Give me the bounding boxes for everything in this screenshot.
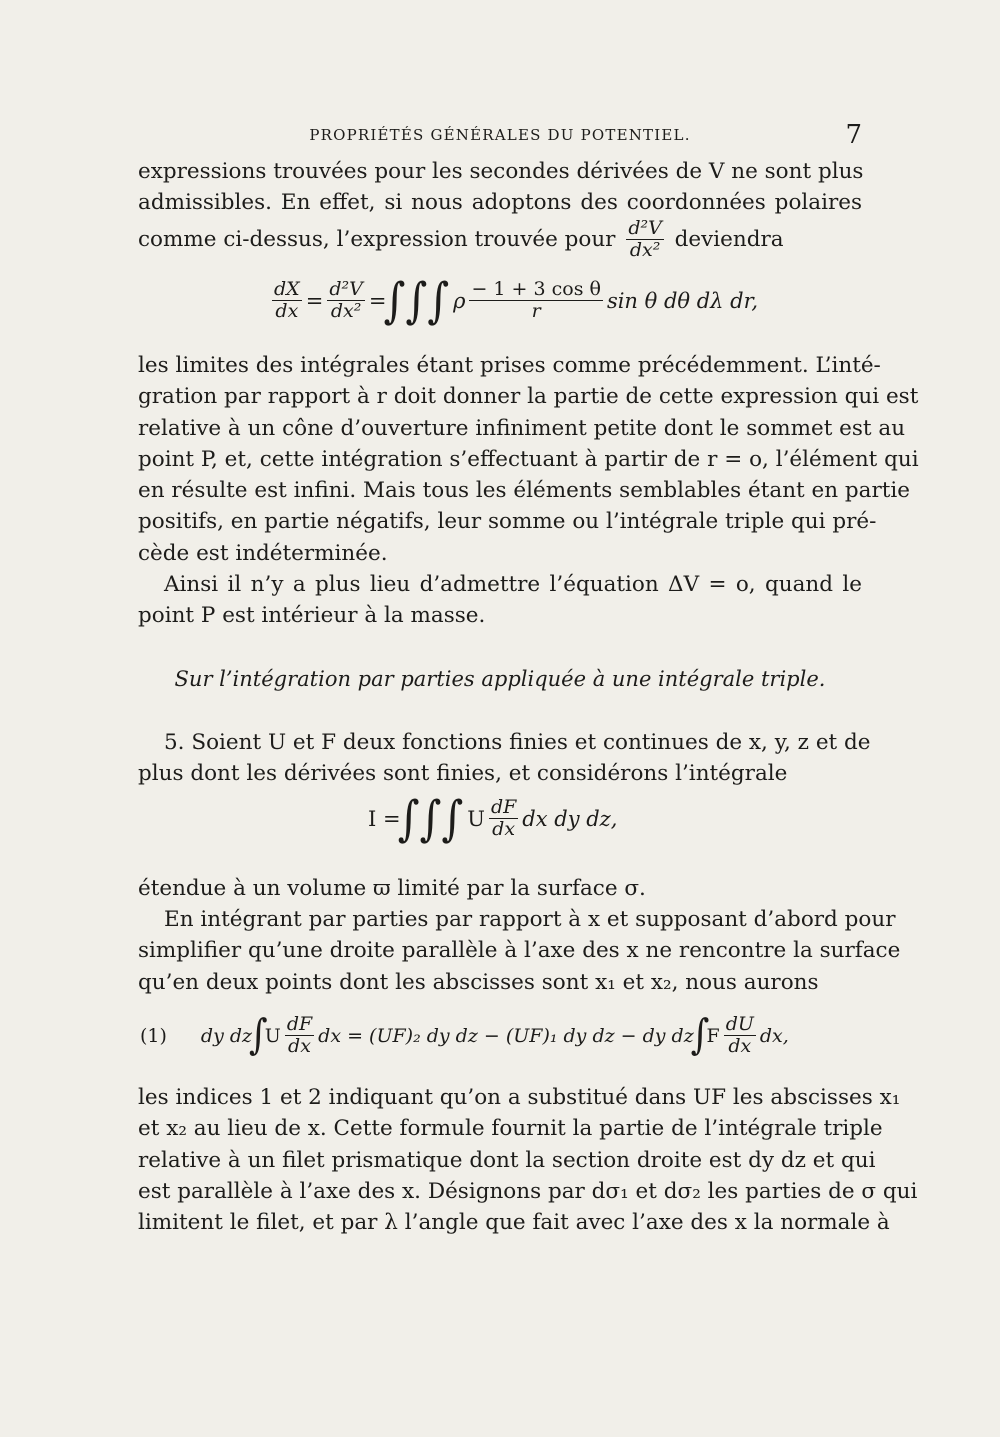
fraction-denominator: dx xyxy=(288,1034,311,1057)
fraction-denominator: dx xyxy=(492,818,516,841)
triple-integral-sign: ∫∫∫ xyxy=(383,272,450,329)
page-number: 7 xyxy=(845,120,862,150)
equation-tail: dx, xyxy=(759,1024,789,1047)
text-line: En intégrant par parties par rapport à x et supposant d’abord pour xyxy=(164,907,896,932)
equation-part: dx = (UF)₂ dy dz − (UF)₁ dy dz − dy dz xyxy=(318,1024,694,1047)
fraction-denominator: dx xyxy=(275,300,299,323)
paragraph-1 xyxy=(138,156,862,260)
triple-integral-sign: ∫∫∫ xyxy=(397,790,464,847)
page-header xyxy=(138,120,862,156)
fraction-denominator: r xyxy=(531,300,541,323)
text-line: qu’en deux points dont les abscisses sont x₁ et x₂, nous aurons xyxy=(138,969,819,995)
text-fragment: comme ci-dessus, l’expression trouvée pour xyxy=(138,226,616,252)
integral-sign: ∫ xyxy=(690,1011,710,1059)
equals-sign: = xyxy=(368,289,387,313)
fraction-df-dx xyxy=(285,1015,314,1057)
fraction-dx-dx xyxy=(272,280,302,322)
fraction-du-dx xyxy=(724,1015,756,1057)
text-line xyxy=(138,216,862,261)
fraction-numerator: dU xyxy=(725,1013,754,1035)
fraction-denominator: dx² xyxy=(330,300,362,323)
paragraph-5 xyxy=(138,873,862,904)
text-line: positifs, en partie négatifs, leur somme ou l’intégrale triple qui pré- xyxy=(138,509,877,535)
fraction-numerator: dF xyxy=(490,796,517,819)
equation-lhs: I = xyxy=(368,807,401,831)
text-line: en résulte est infini. Mais tous les éléments semblables étant en partie xyxy=(138,478,911,504)
text-line: gration par rapport à r doit donner la partie de cette expression qui est xyxy=(138,384,919,410)
equation-3 xyxy=(140,1011,789,1059)
text-line: point P est intérieur à la masse. xyxy=(138,603,486,629)
text-line: cède est indéterminée. xyxy=(138,540,388,566)
paragraph-4 xyxy=(138,727,871,790)
integral-sign: ∫ xyxy=(249,1011,268,1059)
equation-tail: sin θ dθ dλ dr, xyxy=(606,289,758,313)
fraction-numerator: dF xyxy=(286,1013,313,1035)
function-u: U xyxy=(467,807,485,831)
fraction-numerator: d²V xyxy=(329,278,363,301)
equation-part: dy dz xyxy=(200,1024,253,1047)
text-line: relative à un cône d’ouverture infiniment petite dont le sommet est au xyxy=(138,415,906,441)
fraction-d2v xyxy=(327,280,365,322)
text-line: étendue à un volume ϖ limité par la surface σ. xyxy=(138,876,646,901)
fraction-numerator: d²V xyxy=(628,216,662,239)
fraction-d2v-dx2 xyxy=(626,216,664,261)
text-line: admissibles. En effet, si nous adoptons des coordonnées polaires xyxy=(138,190,862,216)
fraction-df-dx xyxy=(489,798,518,840)
fraction-numerator: dX xyxy=(274,278,300,301)
text-line: 5. Soient U et F deux fonctions finies et continues de x, y, z et de xyxy=(164,730,871,755)
equation-number: (1) xyxy=(140,1024,167,1047)
paragraph-3 xyxy=(138,569,862,632)
fraction-cos xyxy=(469,280,602,322)
text-line: expressions trouvées pour les secondes dérivées de V ne sont plus xyxy=(138,159,864,184)
text-line: est parallèle à l’axe des x. Désignons par dσ₁ et dσ₂ les parties de σ qui xyxy=(138,1178,918,1204)
text-line: point P, et, cette intégration s’effectuant à partir de r = o, l’élément qui xyxy=(138,446,919,472)
equation-tail: dx dy dz, xyxy=(522,807,618,831)
text-line: et x₂ au lieu de x. Cette formule fournit la partie de l’intégrale triple xyxy=(138,1116,883,1142)
fraction-numerator: − 1 + 3 cos θ xyxy=(471,278,601,301)
rho-symbol: ρ xyxy=(453,289,466,313)
paragraph-2 xyxy=(138,350,919,569)
fraction-denominator: dx² xyxy=(629,238,661,261)
function-u: U xyxy=(264,1024,281,1047)
text-line: les limites des intégrales étant prises comme précédemment. L’inté- xyxy=(138,353,881,378)
paragraph-6 xyxy=(138,904,901,998)
text-line: plus dont les dérivées sont finies, et considérons l’intégrale xyxy=(138,761,788,787)
text-line: les indices 1 et 2 indiquant qu’on a substitué dans UF les abscisses x₁ xyxy=(138,1085,901,1110)
function-f: F xyxy=(706,1024,720,1047)
text-line: simplifier qu’une droite parallèle à l’axe des x ne rencontre la surface xyxy=(138,938,901,964)
text-line: relative à un filet prismatique dont la section droite est dy dz et qui xyxy=(138,1147,876,1173)
equals-sign: = xyxy=(305,289,324,313)
section-heading: Sur l’intégration par parties appliquée à une intégrale triple. xyxy=(174,667,826,691)
running-head: PROPRIÉTÉS GÉNÉRALES DU POTENTIEL. xyxy=(309,126,691,144)
equation-1 xyxy=(268,272,758,329)
text-line: Ainsi il n’y a plus lieu d’admettre l’équation ΔV = o, quand le xyxy=(164,572,862,597)
paragraph-7 xyxy=(138,1082,918,1238)
fraction-denominator: dx xyxy=(728,1034,752,1057)
equation-2 xyxy=(368,790,618,847)
text-fragment: deviendra xyxy=(674,226,784,252)
text-line: limitent le filet, et par λ l’angle que fait avec l’axe des x la normale à xyxy=(138,1210,890,1236)
